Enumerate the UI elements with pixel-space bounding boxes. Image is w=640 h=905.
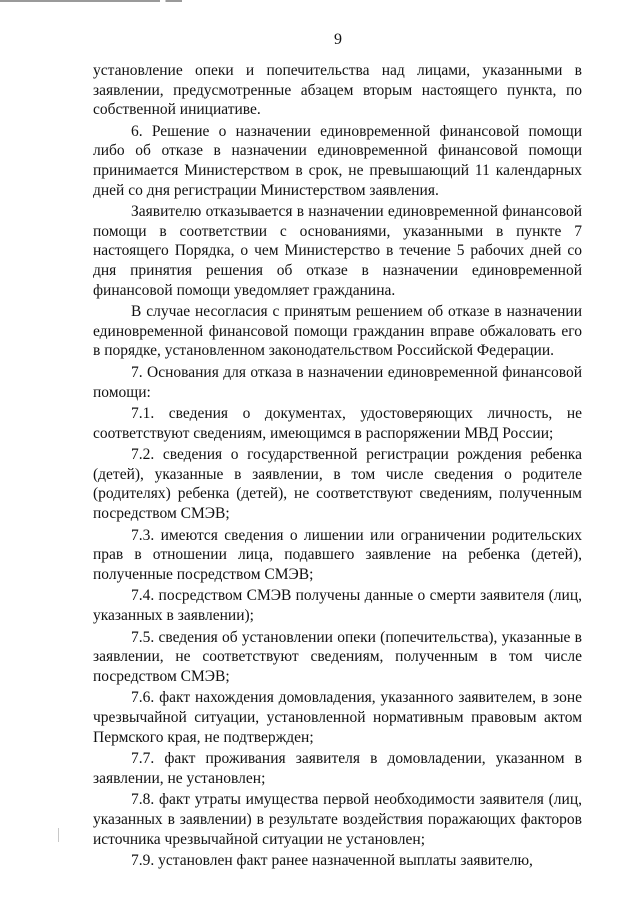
top-rule xyxy=(0,0,182,2)
paragraph-item-7-6: 7.6. факт нахождения домовладения, указанного заявителем, в зоне чрезвычайной ситуации, установленной нормативным правовым актом Пермского края, не подтвержден; xyxy=(93,689,582,746)
paragraph-item-7-9: 7.9. установлен факт ранее назначенной выплаты заявителю, xyxy=(131,852,533,870)
paragraph-appeal: В случае несогласия с принятым решением об отказе в назначении единовременной финансовой помощи гражданин вправе обжаловать его в порядке, установленном законодательством Российской Федерации. xyxy=(93,303,582,360)
paragraph-continuation: установление опеки и попечительства над лицами, указанными в заявлении, предусмотренные абзацем вторым настоящего пункта, по собственной инициативе. xyxy=(93,62,582,119)
paragraph-refusal-notice: Заявителю отказывается в назначении единовременной финансовой помощи в соответствии с основаниями, указанными в пункте 7 настоящего Порядка, о чем Министерство в течение 5 рабочих дней со дня принятия решения об отказе в назначении единовременной финансовой помощи уведомляет гражданина. xyxy=(93,203,582,299)
paragraph-item-7: 7. Основания для отказа в назначении единовременной финансовой помощи: xyxy=(93,363,582,401)
paragraph-item-6: 6. Решение о назначении единовременной финансовой помощи либо об отказе в назначении единовременной финансовой помощи принимается Министерством в срок, не превышающий 11 календарных дней со дня регистрации Министерством заявления. xyxy=(93,122,582,199)
document-body xyxy=(93,61,582,873)
paragraph-item-7-2: 7.2. сведения о государственной регистрации рождения ребенка (детей), указанные в заявлении, в том числе сведения о родителе (родителях) ребенка (детей), не соответствуют сведениям, полученным посредством СМЭВ; xyxy=(93,446,582,523)
paragraph-item-7-4: 7.4. посредством СМЭВ получены данные о смерти заявителя (лиц, указанных в заявлении); xyxy=(93,587,582,625)
paragraph-item-7-5: 7.5. сведения об установлении опеки (попечительства), указанные в заявлении, не соответствуют сведениям, полученным в том числе посредством СМЭВ; xyxy=(93,628,582,685)
paragraph-item-7-3: 7.3. имеются сведения о лишении или ограничении родительских прав в отношении лица, подавшего заявление на ребенка (детей), полученные посредством СМЭВ; xyxy=(93,526,582,583)
paragraph-item-7-8: 7.8. факт утраты имущества первой необходимости заявителя (лиц, указанных в заявлении) в результате воздействия поражающих факторов источника чрезвычайной ситуации не установлен; xyxy=(93,791,582,848)
paragraph-item-7-1: 7.1. сведения о документах, удостоверяющих личность, не соответствуют сведениям, имеющимся в распоряжении МВД России; xyxy=(93,405,582,442)
paragraph-item-7-7: 7.7. факт проживания заявителя в домовладении, указанном в заявлении, не установлен; xyxy=(93,750,582,787)
margin-mark xyxy=(58,828,59,842)
page-number: 9 xyxy=(334,31,342,48)
